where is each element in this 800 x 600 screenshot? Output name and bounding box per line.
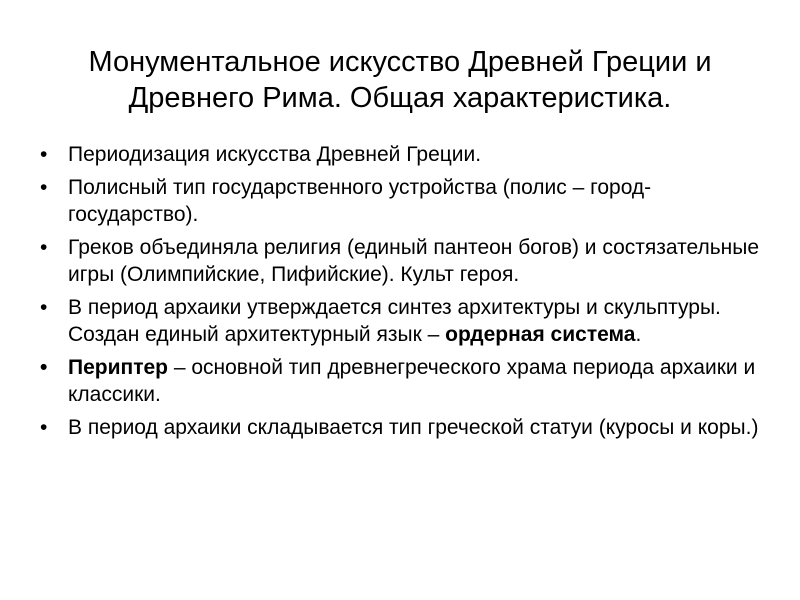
bullet-text-after: .	[635, 323, 642, 346]
bullet-item	[40, 294, 770, 348]
bullet-bold-term: ордерная система	[445, 323, 636, 346]
bullet-marker: •	[40, 416, 48, 439]
bullet-marker: •	[40, 176, 48, 199]
bullet-item	[40, 414, 770, 441]
bullet-text: В период архаики складывается тип греческой статуи (куросы и коры.)	[68, 416, 759, 439]
slide-title: Монументальное искусство Древней Греции и Древнего Рима. Общая характеристика.	[88, 46, 712, 114]
bullet-marker: •	[40, 356, 48, 379]
bullet-text: Греков объединяла религия (единый пантеон богов) и состязательные игры (Олимпийские, Пифийские). Культ героя.	[68, 236, 760, 286]
bullet-text: Периодизация искусства Древней Греции.	[68, 143, 482, 166]
bullet-marker: •	[40, 236, 48, 259]
bullet-marker: •	[40, 296, 48, 319]
bullet-marker: •	[40, 143, 48, 166]
bullet-item	[40, 174, 770, 228]
bullet-list	[40, 141, 770, 447]
bullet-item	[40, 141, 770, 168]
bullet-text-after: – основной тип древнегреческого храма периода архаики и классики.	[68, 356, 756, 406]
bullet-bold-term: Периптер	[68, 356, 168, 379]
bullet-item	[40, 234, 770, 288]
bullet-item	[40, 354, 770, 408]
bullet-text: В период архаики утверждается синтез архитектуры и скульптуры. Создан единый архитектурный язык –	[68, 296, 721, 346]
bullet-text: Полисный тип государственного устройства (полис – город-государство).	[68, 176, 652, 226]
